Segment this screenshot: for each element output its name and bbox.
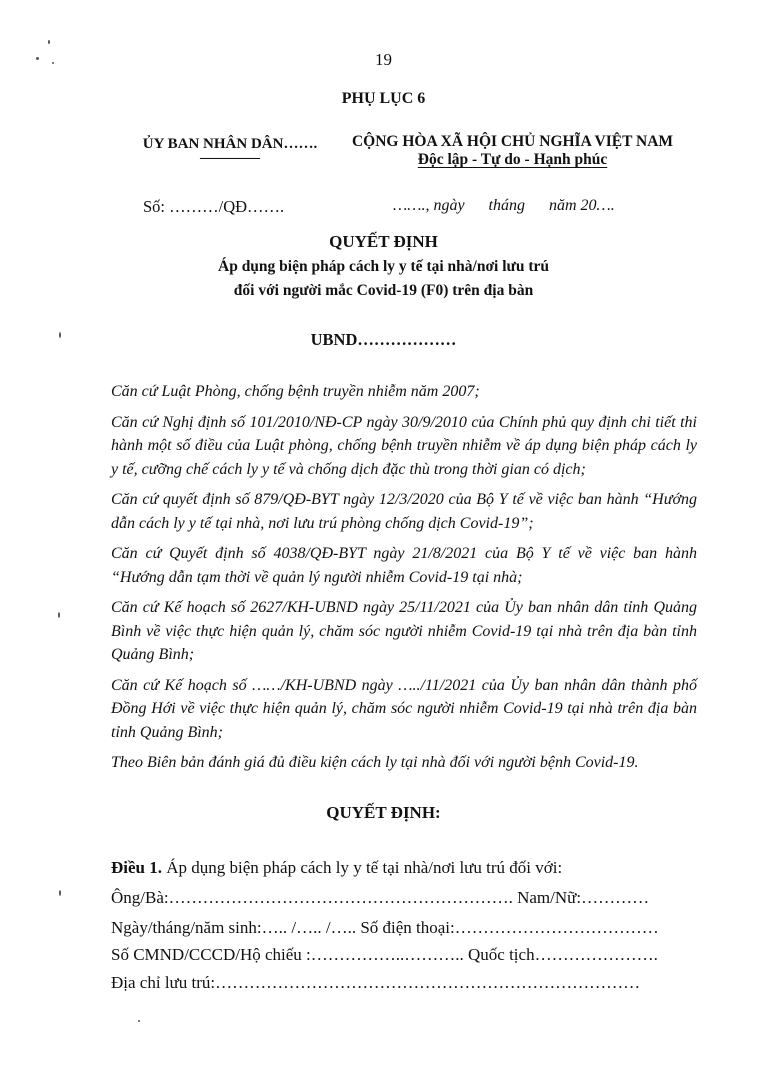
field-residence-address: Địa chỉ lưu trú:………………………………………………………………… <box>111 973 641 992</box>
decision-subtitle-line1: Áp dụng biện pháp cách ly y tế tại nhà/nơi lưu trú <box>218 258 549 275</box>
legal-basis-item: Căn cứ Kế hoạch số ……/KH-UBND ngày …../11/2021 của Ủy ban nhân dân thành phố Đồng Hới về việc thực hiện quản lý, chăm sóc người nhiễm Covid-19 tại nhà trên địa bàn tỉnh Quảng Bình; <box>111 676 697 741</box>
issuer-name: ỦY BAN NHÂN DÂN……. <box>142 136 318 152</box>
scan-speck <box>138 1020 140 1022</box>
legal-basis-item: Căn cứ Kế hoạch số 2627/KH-UBND ngày 25/11/2021 của Ủy ban nhân dân tỉnh Quảng Bình về việc thực hiện quản lý, chăm sóc người nhiễm Covid-19 tại nhà trên địa bàn tỉnh Quảng Bình; <box>111 599 697 663</box>
field-name-gender: Ông/Bà:……………………………………………………. Nam/Nữ:………… <box>111 888 650 907</box>
article-1 <box>111 858 562 878</box>
legal-basis-item: Căn cứ Luật Phòng, chống bệnh truyền nhiễm năm 2007; <box>111 383 480 400</box>
legal-basis-item: Căn cứ Quyết định số 4038/QĐ-BYT ngày 21/8/2021 của Bộ Y tế về việc ban hành “Hướng dẫn tạm thời về quản lý người nhiễm Covid-19 tại nhà; <box>111 545 697 586</box>
decision-subtitle-line2: đối với người mắc Covid-19 (F0) trên địa bàn <box>233 282 534 299</box>
nation-motto: Độc lập - Tự do - Hạnh phúc <box>417 151 608 168</box>
scan-speck <box>48 40 50 44</box>
scan-speck <box>58 612 60 618</box>
legal-basis-item: Căn cứ quyết định số 879/QĐ-BYT ngày 12/3/2020 của Bộ Y tế về việc ban hành “Hướng dẫn cách ly y tế tại nhà, nơi lưu trú phòng chống dịch Covid-19”; <box>111 491 697 532</box>
appendix-title: PHỤ LỤC 6 <box>341 90 426 107</box>
article-1-text: Áp dụng biện pháp cách ly y tế tại nhà/nơi lưu trú đối với: <box>162 858 563 877</box>
article-1-label: Điều 1. <box>111 858 162 877</box>
issuer-block <box>110 136 350 166</box>
legal-basis-item: Theo Biên bản đánh giá đủ điều kiện cách ly tại nhà đối với người bệnh Covid-19. <box>111 754 639 771</box>
page-number: 19 <box>375 50 392 69</box>
decides-heading: QUYẾT ĐỊNH: <box>326 803 441 822</box>
document-number: Số: ………/QĐ……. <box>143 197 285 216</box>
legal-basis-item: Căn cứ Nghị định số 101/2010/NĐ-CP ngày 30/9/2010 của Chính phủ quy định chi tiết thi hành một số điều của Luật phòng, chống bệnh truyền nhiễm về áp dụng biện pháp cách ly y tế, cưỡng chế cách ly y tế và chống dịch đặc thù trong thời gian có dịch; <box>111 413 697 478</box>
document-date: ……., ngày tháng năm 20…. <box>393 197 615 214</box>
nation-name: CỘNG HÒA XÃ HỘI CHỦ NGHĨA VIỆT NAM <box>351 133 674 150</box>
issuer-divider: ―――― <box>200 150 260 166</box>
field-dob-phone: Ngày/tháng/năm sinh:….. /….. /….. Số điện thoại:……………………………… <box>111 918 659 937</box>
authority-heading: UBND……………… <box>310 330 457 349</box>
field-id-nationality: Số CMND/CCCD/Hộ chiếu :……………..……….. Quốc tịch…………………. <box>111 945 658 964</box>
scan-speck <box>59 890 61 896</box>
legal-bases <box>111 380 697 782</box>
decision-title: QUYẾT ĐỊNH <box>329 232 438 251</box>
nation-block <box>340 133 685 169</box>
